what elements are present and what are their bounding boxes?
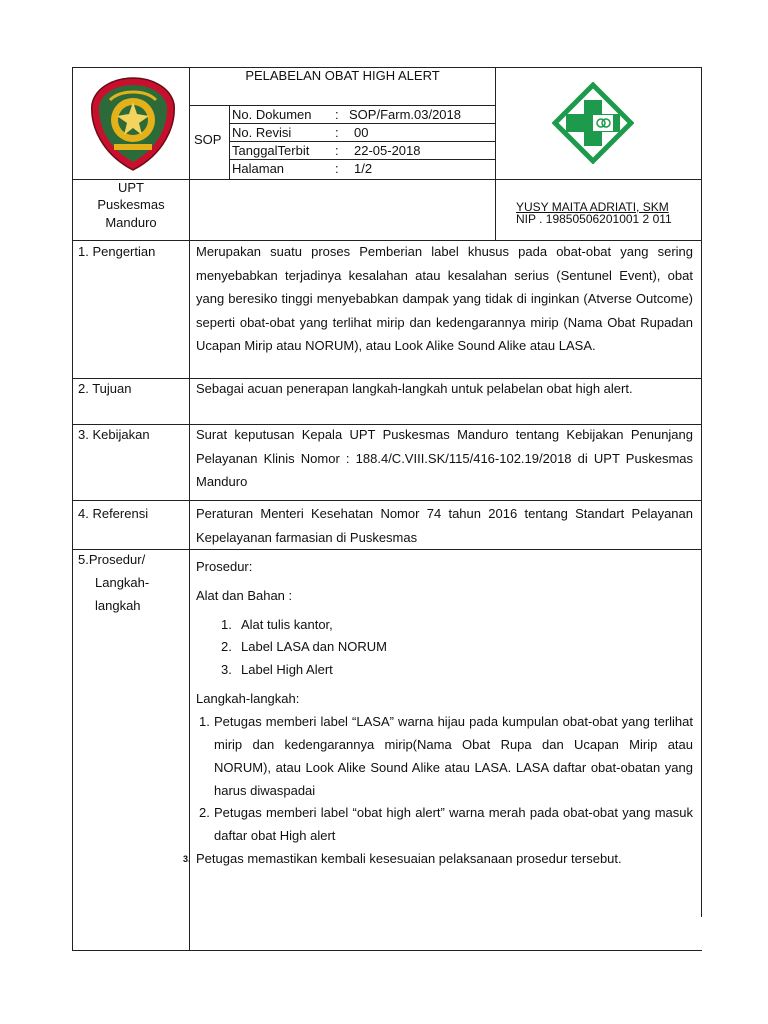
meta-value-halaman: 1/2 xyxy=(354,161,373,176)
sop-label: SOP xyxy=(194,132,222,147)
section-label-prosedur-line1: 5.Prosedur/ xyxy=(78,552,146,567)
meta-value-tanggal: 22-05-2018 xyxy=(354,143,421,158)
meta-label-tanggal: TanggalTerbit xyxy=(232,143,310,158)
org-name-line3: Manduro xyxy=(105,215,157,230)
bahan-item-text: Alat tulis kantor, xyxy=(241,617,333,632)
bahan-heading: Alat dan Bahan : xyxy=(196,588,293,603)
meta-sep-revisi: : xyxy=(335,125,339,140)
step-text: Petugas memastikan kembali kesesuaian pelaksanaan prosedur tersebut. xyxy=(196,851,622,866)
signer-nip: NIP . 19850506201001 2 011 xyxy=(516,212,672,226)
section-text-pengertian: Merupakan suatu proses Pemberian label khusus pada obat-obat yang sering menyebabkan terjadinya kesalahan atau kesalahan serius (Sentunel Event), obat yang beresiko tinggi menyebabkan dampak yang tidak di inginkan (Atverse Outcome) seperti obat-obat yang terlihat mirip dan kedengarannya mirip (Nama Obat Rupadan Ucapan Mirip atau NORUM), atau Look Alike Sound Alike atau LASA. xyxy=(196,244,693,353)
signer-name: YUSY MAITA ADRIATI, SKM xyxy=(516,200,669,214)
org-name-line1: UPT xyxy=(118,180,144,195)
bahan-item-text: Label High Alert xyxy=(241,662,333,677)
bahan-item-number: 3. xyxy=(221,662,232,677)
meta-sep-halaman: : xyxy=(335,161,339,176)
bahan-item-number: 2. xyxy=(221,639,232,654)
meta-sep-tanggal: : xyxy=(335,143,339,158)
meta-label-revisi: No. Revisi xyxy=(232,125,292,140)
section-label-pengertian: 1. Pengertian xyxy=(78,244,156,259)
section-label-tujuan: 2. Tujuan xyxy=(78,381,132,396)
bahan-item-text: Label LASA dan NORUM xyxy=(241,639,387,654)
step-number: 3. xyxy=(183,854,191,864)
puskesmas-cross-icon xyxy=(552,82,634,164)
step-number: 1. xyxy=(199,714,210,729)
step-text: Petugas memberi label “obat high alert” warna merah pada obat-obat yang masuk daftar obat High alert xyxy=(214,805,693,843)
prosedur-heading: Prosedur: xyxy=(196,559,253,574)
section-label-referensi: 4. Referensi xyxy=(78,506,149,521)
section-label-kebijakan: 3. Kebijakan xyxy=(78,427,150,442)
section-text-referensi: Peraturan Menteri Kesehatan Nomor 74 tahun 2016 tentang Standart Pelayanan Kepelayanan farmasian di Puskesmas xyxy=(196,506,693,545)
org-name-line2: Puskesmas xyxy=(97,197,165,212)
step-text: Petugas memberi label “LASA” warna hijau pada kumpulan obat-obat yang terlihat mirip dan kedengarannya mirip(Nama Obat Rupa dan Ucapan Mirip atau NORUM), atau Look Alike Sound Alike atau LASA. LASA daftar obat-obatan yang harus diwaspadai xyxy=(214,714,693,798)
meta-value-dokumen: SOP/Farm.03/2018 xyxy=(349,107,461,122)
section-text-tujuan: Sebagai acuan penerapan langkah-langkah untuk pelabelan obat high alert. xyxy=(196,381,633,396)
meta-sep-dokumen: : xyxy=(335,107,339,122)
langkah-heading: Langkah-langkah: xyxy=(196,691,300,706)
section-label-prosedur-line2: Langkah- xyxy=(95,575,150,590)
meta-value-revisi: 00 xyxy=(354,125,369,140)
bahan-item-number: 1. xyxy=(221,617,232,632)
regency-crest-icon xyxy=(90,76,176,172)
document-title: PELABELAN OBAT HIGH ALERT xyxy=(245,68,440,83)
meta-label-halaman: Halaman xyxy=(232,161,285,176)
section-label-prosedur-line3: langkah xyxy=(95,598,141,613)
meta-label-dokumen: No. Dokumen xyxy=(232,107,312,122)
section-text-kebijakan: Surat keputusan Kepala UPT Puskesmas Manduro tentang Kebijakan Penunjang Pelayanan Klinis Nomor : 188.4/C.VIII.SK/115/416-102.19/2018 di UPT Puskesmas Manduro xyxy=(196,427,693,489)
step-number: 2. xyxy=(199,805,210,820)
